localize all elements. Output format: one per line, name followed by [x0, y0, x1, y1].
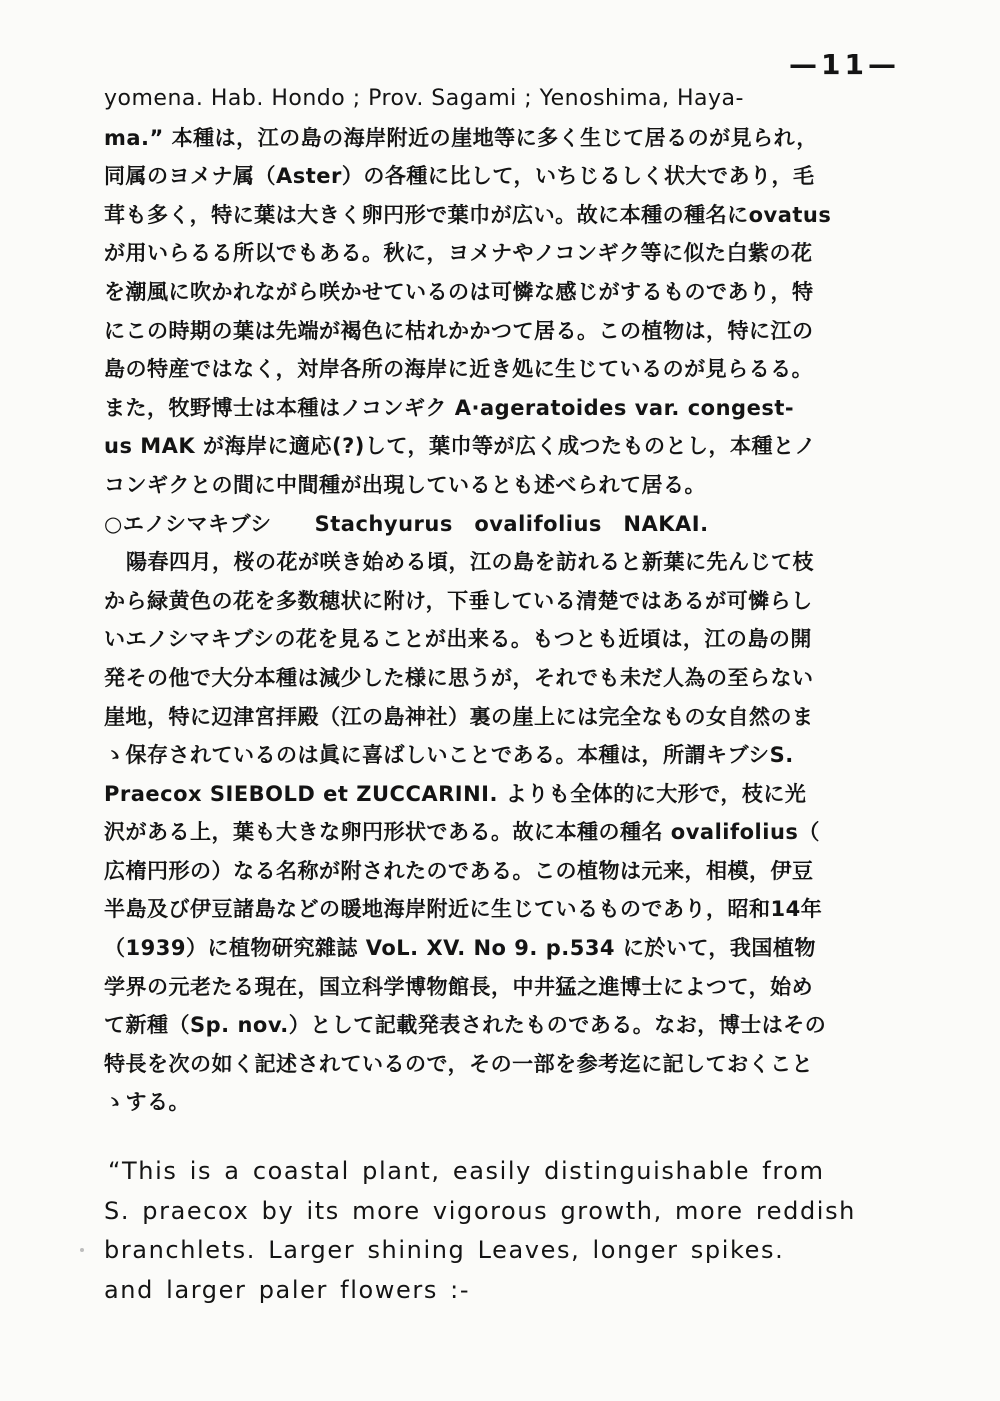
text-line: いエノシマキブシの花を見ることが出来る。もつとも近頃は，江の島の開	[104, 627, 812, 652]
text-line: 崖地，特に辺津宮拝殿（江の島神社）裏の崖上には完全なもの女自然のま	[104, 704, 814, 729]
text-line: ゝする。	[104, 1090, 190, 1115]
section-heading: ○エノシマキブシ Stachyurus ovalifolius NAKAI.	[104, 511, 709, 536]
english-quote	[104, 1152, 904, 1310]
text-line: 陽春四月，桜の花が咲き始める頃，江の島を訪れると新葉に先んじて枝	[126, 550, 814, 575]
text-line: （1939）に植物研究雜誌 VoL. XV. No 9. p.534 に於いて，我国植物	[104, 936, 816, 961]
text-line: 島の特産ではなく，対岸各所の海岸に近き処に生じているのが見らるる。	[104, 357, 814, 382]
body-text	[104, 80, 904, 1122]
text-line: 同属のヨメナ属（Aster）の各種に比して，いちじるしく状大であり，毛	[104, 164, 815, 189]
quote-line: and larger paler flowers :-	[104, 1275, 471, 1304]
text-line: 発その他で大分本種は減少した様に思うが，それでも未だ人為の至らない	[104, 665, 814, 690]
quote-line: S. praecox by its more vigorous growth, more reddish	[104, 1196, 856, 1225]
text-line: ゝ保存されているのは眞に喜ばしいことである。本種は，所謂キブシS.	[104, 743, 794, 768]
text-line: また，牧野博士は本種はノコンギク A·ageratoides var. congest-	[104, 395, 795, 420]
text-line: 特長を次の如く記述されているので，その一部を参考迄に記しておくこと	[104, 1051, 814, 1076]
text-line: ma.” 本種は，江の島の海岸附近の崖地等に多く生じて居るのが見られ，	[104, 125, 818, 150]
quote-line: “This is a coastal plant, easily distinguishable from	[108, 1157, 825, 1185]
text-line: us MAK が海岸に適応(?)して，葉巾等が広く成つたものとし，本種とノ	[104, 434, 816, 459]
text-line: が用いらるる所以でもある。秋に，ヨメナやノコンギク等に似た白紫の花	[104, 241, 813, 266]
text-line: 沢がある上，葉も大きな卵円形状である。故に本種の種名 ovalifolius（	[104, 820, 820, 845]
text-line: 広楕円形の）なる名称が附されたのである。この植物は元来，相模，伊豆	[104, 858, 814, 883]
text-line: コンギクとの間に中間種が出現しているとも述べられて居る。	[104, 472, 706, 497]
text-line: にこの時期の葉は先端が褐色に枯れかかつて居る。この植物は，特に江の	[104, 318, 814, 343]
text-line: て新種（Sp. nov.）として記載発表されたものである。なお，博士はその	[104, 1013, 827, 1038]
quote-line: branchlets. Larger shining Leaves, longer spikes.	[104, 1236, 785, 1264]
text-line: 茸も多く，特に葉は大きく卵円形で葉巾が広い。故に本種の種名にovatus	[104, 202, 832, 227]
text-line: 半島及び伊豆諸島などの暖地海岸附近に生じているものであり，昭和14年	[104, 897, 823, 922]
text-line: Praecox SIEBOLD et ZUCCARINI. よりも全体的に大形で，枝に光	[104, 781, 807, 806]
page-number: —11—	[789, 48, 900, 81]
text-line: から緑黄色の花を多数穂状に附け，下垂している清楚ではあるが可憐らし	[104, 588, 813, 613]
text-line: yomena. Hab. Hondo ; Prov. Sagami ; Yenoshima, Haya-	[104, 86, 744, 111]
text-line: 学界の元老たる現在，国立科学博物館長，中井猛之進博士によつて，始め	[104, 974, 814, 999]
margin-dot	[80, 1248, 84, 1252]
text-line: を潮風に吹かれながら咲かせているのは可憐な感じがするものであり，特	[104, 279, 814, 304]
